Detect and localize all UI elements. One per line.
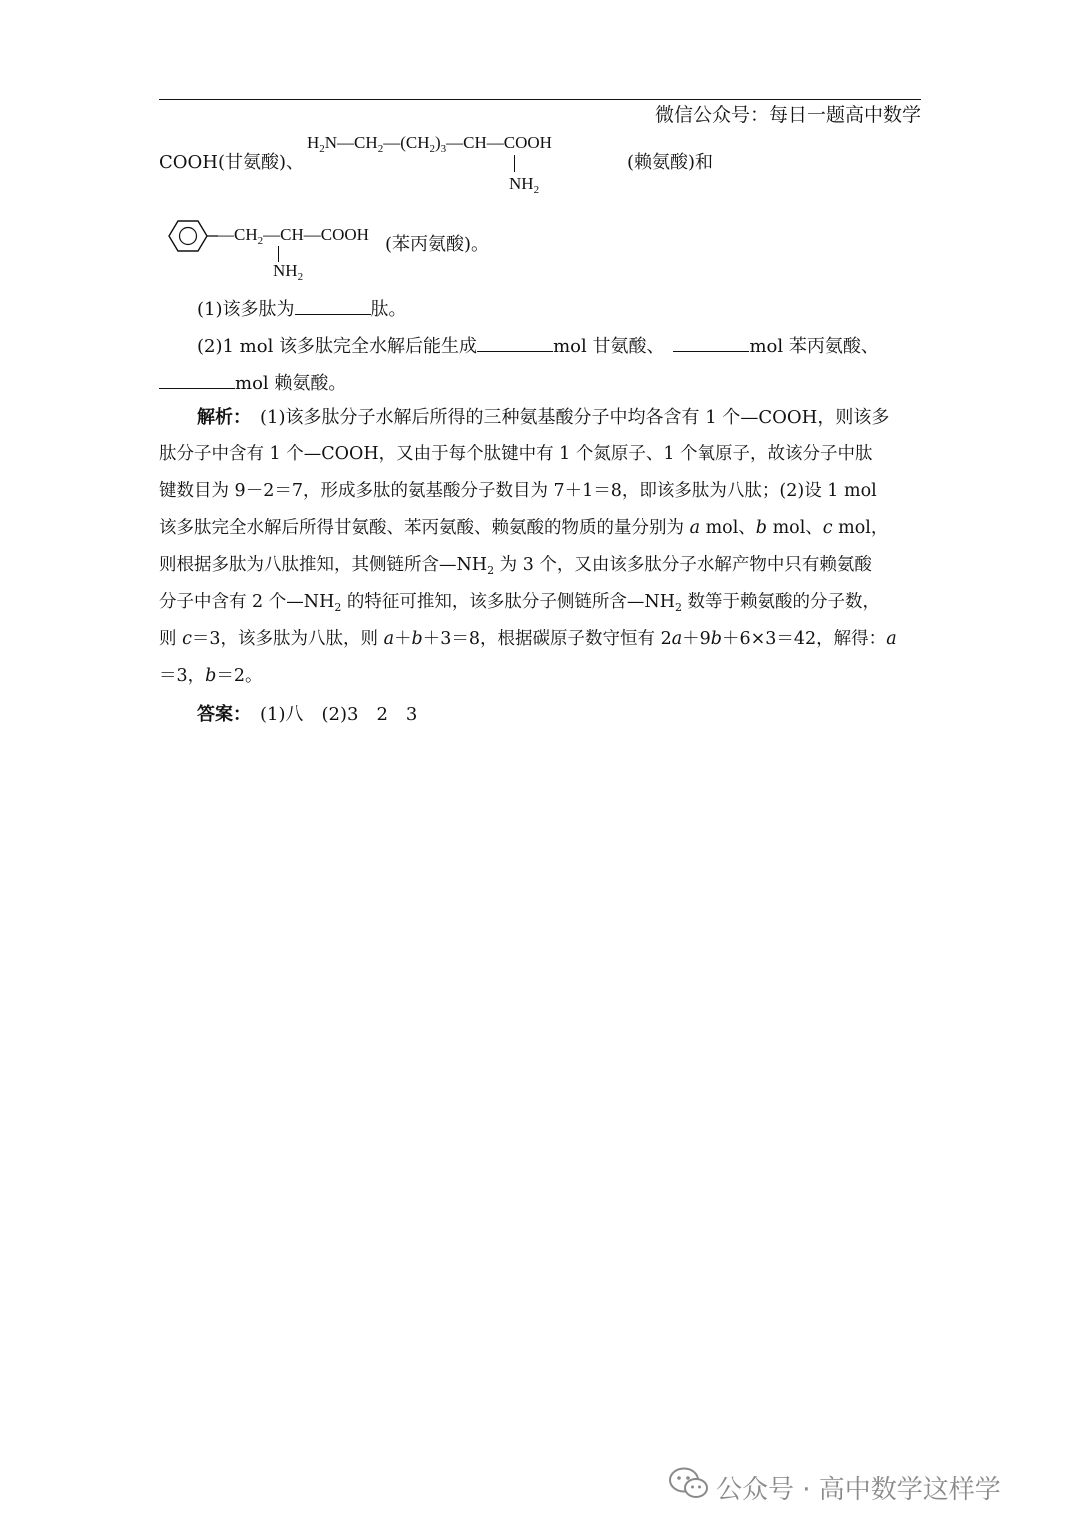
- analysis-line-7: 则 c＝3，该多肽为八肽，则 a＋b＋3＝8，根据碳原子数守恒有 2a＋9b＋6×3＝42，解得：a: [159, 629, 897, 649]
- answer-blank-4[interactable]: [159, 372, 235, 389]
- benzene-ring-icon: [160, 218, 218, 254]
- question-1: (1)该多肽为 肽。: [197, 299, 407, 320]
- header-text: 微信公众号：每日一题高中数学: [654, 104, 921, 126]
- lysine-formula: $H_2N—CH_2—(CH_2)_3—CH—COOH$: [307, 133, 552, 155]
- phenylalanine-label: (苯丙氨酸)。: [385, 234, 490, 255]
- analysis-line-2: 肽分子中含有 1 个—COOH，又由于每个肽键中有 1 个氮原子、1 个氧原子，故该分子中肽: [159, 444, 873, 464]
- analysis-line-4: 该多肽完全水解后所得甘氨酸、苯丙氨酸、赖氨酸的物质的量分别为 a mol、b mol、c mol，: [159, 518, 889, 538]
- wechat-icon: [668, 1466, 710, 1500]
- analysis-label: 解析：: [197, 407, 242, 428]
- lysine-bond: [514, 155, 515, 172]
- answer-label: 答案：: [197, 704, 242, 725]
- header-rule: [159, 99, 921, 100]
- analysis-line-3: 键数目为 9－2＝7，形成多肽的氨基酸分子数目为 7＋1＝8，即该多肽为八肽；(2)设 1 mol: [159, 481, 877, 501]
- answer-blank-1[interactable]: [295, 298, 371, 315]
- footer-watermark: 公众号 · 高中数学这样学: [716, 1475, 1001, 1505]
- analysis-line-1: 解析： (1)该多肽分子水解后所得的三种氨基酸分子中均各含有 1 个—COOH，则该多: [197, 407, 890, 428]
- analysis-line-5: 则根据多肽为八肽推知，其侧链所含$—NH_2$ 为 3 个，又由该多肽分子水解产物中只有赖氨酸: [159, 555, 872, 577]
- phenylalanine-amino-group: $NH_2$: [273, 261, 304, 283]
- phenylalanine-bond: [278, 246, 279, 262]
- question-2-cont: mol 赖氨酸。: [159, 372, 346, 393]
- lysine-label: (赖氨酸)和: [627, 152, 714, 173]
- answer-blank-2[interactable]: [477, 335, 553, 352]
- analysis-line-6: 分子中含有 2 个$—NH_2$ 的特征可推知，该多肽分子侧链所含$—NH_2$ 数等于赖氨酸的分子数，: [159, 592, 881, 614]
- question-2: (2)1 mol 该多肽完全水解后能生成 mol 甘氨酸、 mol 苯丙氨酸、: [197, 336, 879, 357]
- glycine-tail: COOH(甘氨酸)、: [159, 152, 305, 173]
- analysis-line-8: ＝3，b＝2。: [159, 666, 263, 686]
- lysine-amino-group: $NH_2$: [509, 174, 540, 196]
- phenylalanine-formula: $—CH_2—CH—COOH$: [217, 225, 369, 247]
- answer-line: 答案： (1)八 (2)3 2 3: [197, 704, 418, 725]
- answer-blank-3[interactable]: [673, 335, 749, 352]
